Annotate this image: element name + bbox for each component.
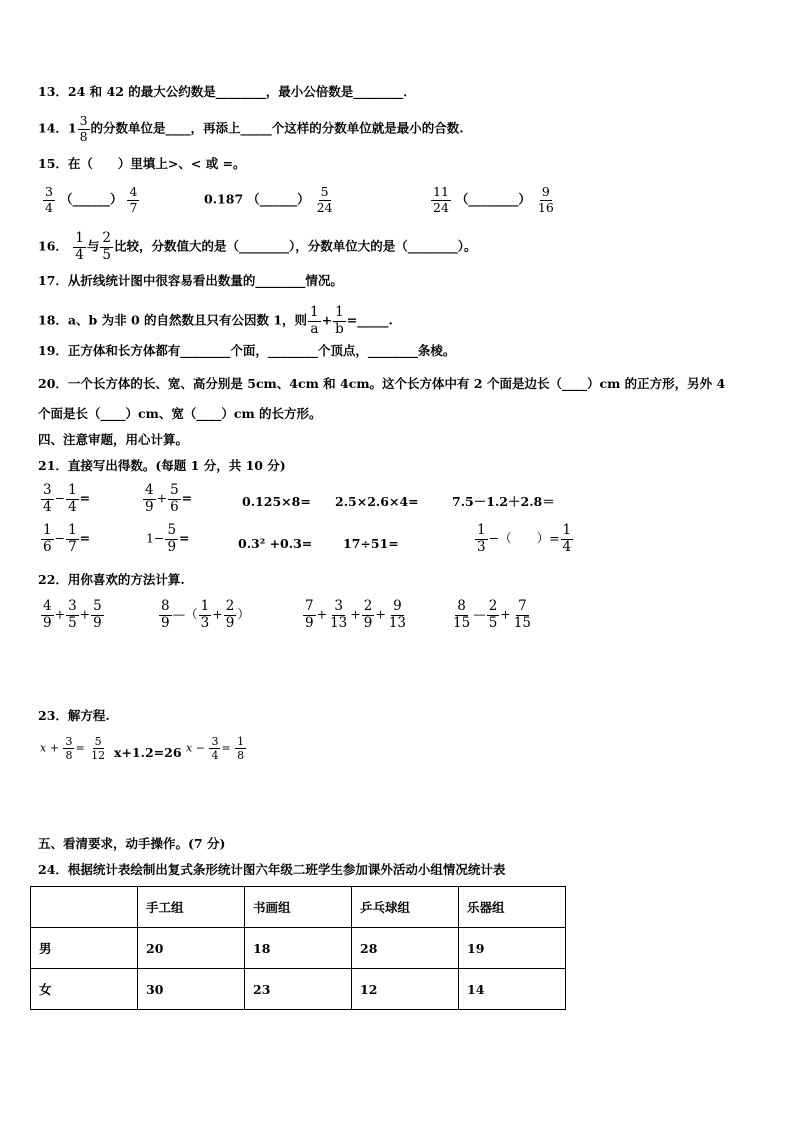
table-cell: 20 [138,928,245,969]
q21-expr-4: 2.5×2.6×4= [335,494,419,509]
table-header-cell: 书画组 [245,887,352,928]
question-14 [38,115,464,143]
q23-equation-3: x − $\frac{3}{4}$ = $\frac{1}{8}$ [186,735,245,762]
activity-statistics-table [30,886,566,1010]
question-18: 18．a、b 为非 0 的自然数且只有公因数 1，则 $\frac{1}{a}$ + $\frac{1}{b}$ =_____. [38,304,393,337]
table-cell: 30 [138,969,245,1010]
answer-blank[interactable]: （________） [455,191,531,207]
question-23: 23．解方程. [38,708,110,723]
section-5-heading: 五、看清要求，动手操作。(7 分) [38,836,226,851]
q15-item-2: 0.187 （______） $\frac{5}{24}$ [204,184,333,215]
q14-text: 的分数单位是____，再添上_____个这样的分数单位就是最小的合数. [90,120,464,136]
table-cell: 19 [459,928,566,969]
q21-expr-1: $\frac{3}{4}$ − $\frac{1}{4}$ = [43,482,91,515]
q21-expr-3: 0.125×8= [242,494,311,509]
question-20-line-1: 20．一个长方体的长、宽、高分别是 5cm、4cm 和 4cm。这个长方体中有 2 个面是边长（____）cm 的正方形，另外 4 [38,376,726,391]
q21-expr-8: 0.3² +0.3= [238,536,313,551]
answer-blank[interactable]: （______） [59,191,123,207]
table-cell: 14 [459,969,566,1010]
question-15: 15．在（ ）里填上>、< 或 =。 [38,156,246,171]
table-cell: 18 [245,928,352,969]
table-header-cell: 乒乓球组 [352,887,459,928]
table-header-cell: 手工组 [138,887,245,928]
q21-expr-2: $\frac{4}{9}$ + $\frac{5}{6}$ = [145,482,193,515]
q22-expr-4: $\frac{8}{15}$ — $\frac{2}{5}$ + $\frac{7}{15}$ [453,598,531,631]
q21-expr-6: $\frac{1}{6}$ − $\frac{1}{7}$ = [43,522,91,555]
table-header-cell [31,887,138,928]
q22-expr-1: $\frac{4}{9}$ + $\frac{3}{5}$ + $\frac{5}{9}$ [43,598,102,631]
table-cell: 12 [352,969,459,1010]
question-22: 22．用你喜欢的方法计算. [38,572,185,587]
q14-number: 14．1 [38,120,77,136]
question-21: 21．直接写出得数。(每题 1 分，共 10 分) [38,458,286,473]
table-row [31,928,566,969]
table-header-row [31,887,566,928]
q23-equation-1: x + $\frac{3}{8}$ = $\frac{5}{12}$ [40,735,106,762]
question-16: 16． $\frac{1}{4}$ 与 $\frac{2}{5}$ 比较，分数值大的是（________），分数单位大的是（________）。 [38,230,477,263]
q21-expr-9: 17÷51= [343,536,399,551]
q15-item-3: $\frac{11}{24}$ （________） $\frac{9}{16}$ [433,184,554,215]
q23-equation-2: x+1.2=26 [114,745,182,760]
table-cell: 女 [31,969,138,1010]
question-13: 13．24 和 42 的最大公约数是________，最小公倍数是________． [38,84,416,99]
q21-expr-5: 7.5－1.2＋2.8＝ [452,494,555,509]
question-17: 17．从折线统计图中很容易看出数量的________情况。 [38,273,343,288]
table-cell: 23 [245,969,352,1010]
q14-fraction: $\frac{3}{8}$ [79,113,88,144]
answer-blank[interactable]: （______） [247,191,310,207]
question-19: 19．正方体和长方体都有________个面，________个顶点，________条棱。 [38,343,456,358]
table-cell: 男 [31,928,138,969]
table-cell: 28 [352,928,459,969]
q21-expr-10: $\frac{1}{3}$ −（ ）= $\frac{1}{4}$ [477,522,572,555]
q22-expr-2: $\frac{8}{9}$ —（ $\frac{1}{3}$ + $\frac{2}{9}$ ） [161,598,250,631]
q22-expr-3: $\frac{7}{9}$ + $\frac{3}{13}$ + $\frac{2}{9}$ + $\frac{9}{13}$ [305,598,407,631]
q15-item-1: $\frac{3}{4}$ （______） $\frac{4}{7}$ [45,184,138,215]
table-header-cell: 乐器组 [459,887,566,928]
q21-expr-7: 1− $\frac{5}{9}$ = [146,522,190,555]
question-20-line-2: 个面是长（____）cm、宽（____）cm 的长方形。 [38,406,322,421]
question-24: 24．根据统计表绘制出复式条形统计图六年级二班学生参加课外活动小组情况统计表 [38,862,506,877]
section-4-heading: 四、注意审题，用心计算。 [38,432,189,447]
table-row [31,969,566,1010]
